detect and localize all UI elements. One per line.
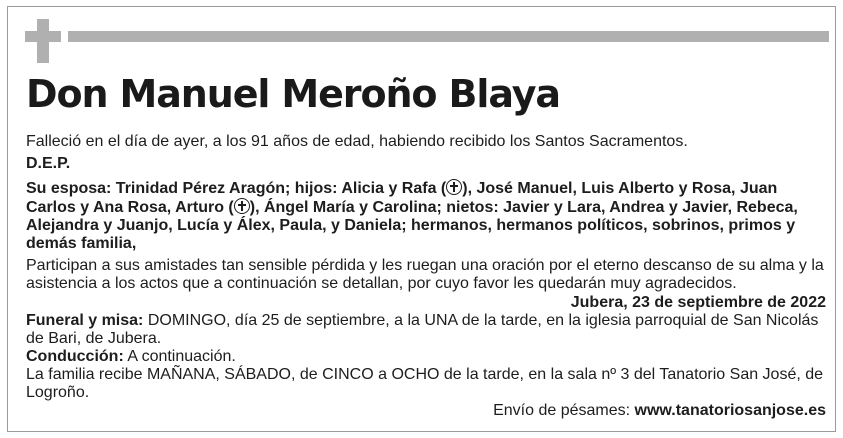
visiting-text: La familia recibe MAÑANA, SÁBADO, de CINCO a OCHO de la tarde, en la sala nº 3 del Tanatorio San José, de Logroño. [26,366,824,401]
header-bar [68,31,829,42]
funeral-details [26,312,826,348]
condolences-link[interactable]: www.tanatoriosanjose.es [634,402,826,419]
cross-in-circle-icon [446,179,462,195]
obituary-card [7,6,836,432]
conduccion-details [26,348,826,366]
condolences-label: Envío de pésames: [493,402,635,419]
cross-in-circle-icon [234,198,250,214]
family-text-3: ), Ángel María y Carolina; nietos: Javier y Lara, Andrea y Javier, Rebeca, Alejandra y Juanjo, Lucía y Álex, Paula, y Daniela; hermanos, hermanos políticos, sobrinos, primos y demás familia, [26,199,798,252]
conduccion-label: Conducción: [26,348,124,365]
conduccion-text: A continuación. [123,348,236,365]
funeral-text: DOMINGO, día 25 de septiembre, a la UNA de la tarde, en la iglesia parroquial de San Nicolás de Bari, de Jubera. [26,312,819,347]
condolences-line [26,402,826,420]
family-list [26,179,826,253]
obituary-body [26,133,826,420]
dep-text: D.E.P. [26,155,71,172]
intro-text: Falleció en el día de ayer, a los 91 años de edad, habiendo recibido los Santos Sacramentos. [26,133,688,150]
place-date: Jubera, 23 de septiembre de 2022 [570,294,826,311]
funeral-label: Funeral y misa: [26,312,144,329]
family-text-1: Su esposa: Trinidad Pérez Aragón; hijos: Alicia y Rafa ( [26,180,447,197]
family-text-2: ), José Manuel, Luis Alberto y Rosa, Juan Carlos y Ana Rosa, Arturo ( [26,180,778,216]
cross-icon [25,19,61,63]
invitation-text: Participan a sus amistades tan sensible pérdida y les ruegan una oración por el eterno descanso de su alma y la asistencia a los actos que a continuación se detallan, por cuyo favor les quedarán muy agradecidos. [26,257,824,292]
deceased-name: Don Manuel Meroño Blaya [26,72,560,116]
